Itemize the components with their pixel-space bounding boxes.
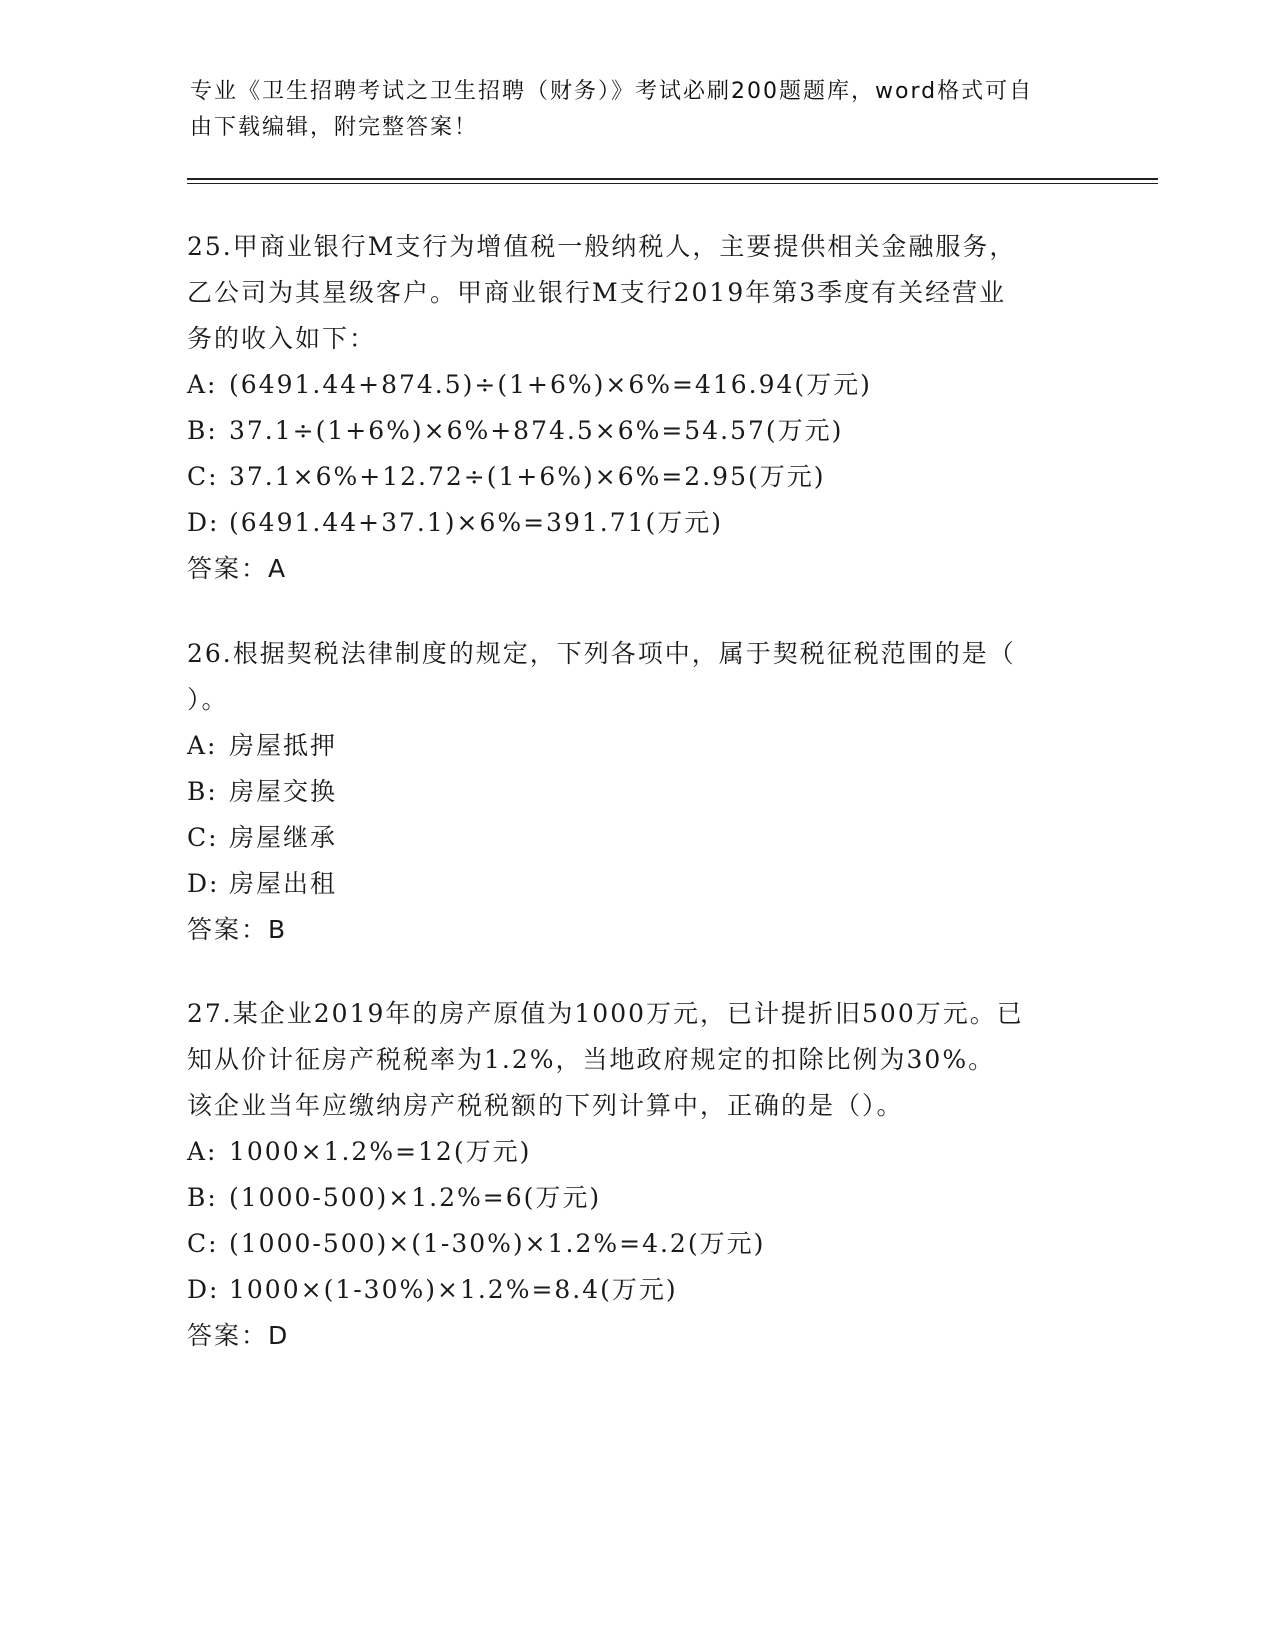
option-letter: C: — [187, 462, 219, 491]
option-text: 房屋继承 — [229, 823, 338, 852]
option-b — [187, 408, 1077, 454]
answer-line: 答案：A — [187, 554, 288, 583]
option-text: (1000-500)×1.2%=6(万元) — [229, 1183, 602, 1212]
option-text: 37.1÷(1+6%)×6%+874.5×6%=54.57(万元) — [229, 416, 844, 445]
question-stem-line: 该企业当年应缴纳房产税税额的下列计算中，正确的是（）。 — [187, 1091, 904, 1120]
option-letter: C: — [187, 823, 219, 852]
question-stem-line: 27.某企业2019年的房产原值为1000万元，已计提折旧500万元。已 — [187, 999, 1024, 1028]
option-letter: C: — [187, 1229, 219, 1258]
document-header — [190, 74, 1090, 146]
question-stem-line: 25.甲商业银行M支行为增值税一般纳税人，主要提供相关金融服务， — [187, 232, 1017, 261]
option-letter: B: — [187, 1183, 218, 1212]
option-letter: D: — [187, 1275, 220, 1304]
option-c — [187, 815, 1077, 861]
option-a — [187, 362, 1077, 408]
option-letter: B: — [187, 416, 218, 445]
question-stem-line: 务的收入如下： — [187, 324, 377, 353]
option-d — [187, 861, 1077, 907]
option-a — [187, 1129, 1077, 1175]
option-text: (1000-500)×(1-30%)×1.2%=4.2(万元) — [229, 1229, 766, 1258]
option-b — [187, 1175, 1077, 1221]
option-letter: A: — [187, 731, 218, 760]
question-stem-line: 26.根据契税法律制度的规定，下列各项中，属于契税征税范围的是（ — [187, 639, 1016, 668]
option-c — [187, 1221, 1077, 1267]
header-line-1: 专业《卫生招聘考试之卫生招聘（财务）》考试必刷200题题库，word格式可自 — [190, 79, 1034, 104]
option-c — [187, 454, 1077, 500]
option-text: (6491.44+37.1)×6%=391.71(万元) — [229, 508, 724, 537]
question-25 — [187, 224, 1077, 592]
question-27 — [187, 991, 1077, 1359]
header-divider — [187, 178, 1158, 184]
option-text: 37.1×6%+12.72÷(1+6%)×6%=2.95(万元) — [229, 462, 826, 491]
option-letter: A: — [187, 370, 218, 399]
question-stem-line: ）。 — [187, 685, 229, 714]
question-26 — [187, 631, 1077, 953]
option-letter: A: — [187, 1137, 218, 1166]
option-a — [187, 723, 1077, 769]
option-text: 1000×(1-30%)×1.2%=8.4(万元) — [229, 1275, 678, 1304]
option-text: 1000×1.2%=12(万元) — [229, 1137, 532, 1166]
option-d — [187, 1267, 1077, 1313]
option-letter: B: — [187, 777, 218, 806]
answer-line: 答案：B — [187, 915, 288, 944]
option-letter: D: — [187, 508, 220, 537]
option-text: 房屋出租 — [229, 869, 338, 898]
question-stem-line: 知从价计征房产税税率为1.2%，当地政府规定的扣除比例为30%。 — [187, 1045, 996, 1074]
option-letter: D: — [187, 869, 220, 898]
answer-line: 答案：D — [187, 1321, 290, 1350]
option-text: 房屋抵押 — [229, 731, 338, 760]
option-text: (6491.44+874.5)÷(1+6%)×6%=416.94(万元) — [229, 370, 872, 399]
option-b — [187, 769, 1077, 815]
option-text: 房屋交换 — [229, 777, 338, 806]
question-stem-line: 乙公司为其星级客户。甲商业银行M支行2019年第3季度有关经营业 — [187, 278, 1007, 307]
option-d — [187, 500, 1077, 546]
header-line-2: 由下载编辑，附完整答案！ — [190, 115, 479, 140]
